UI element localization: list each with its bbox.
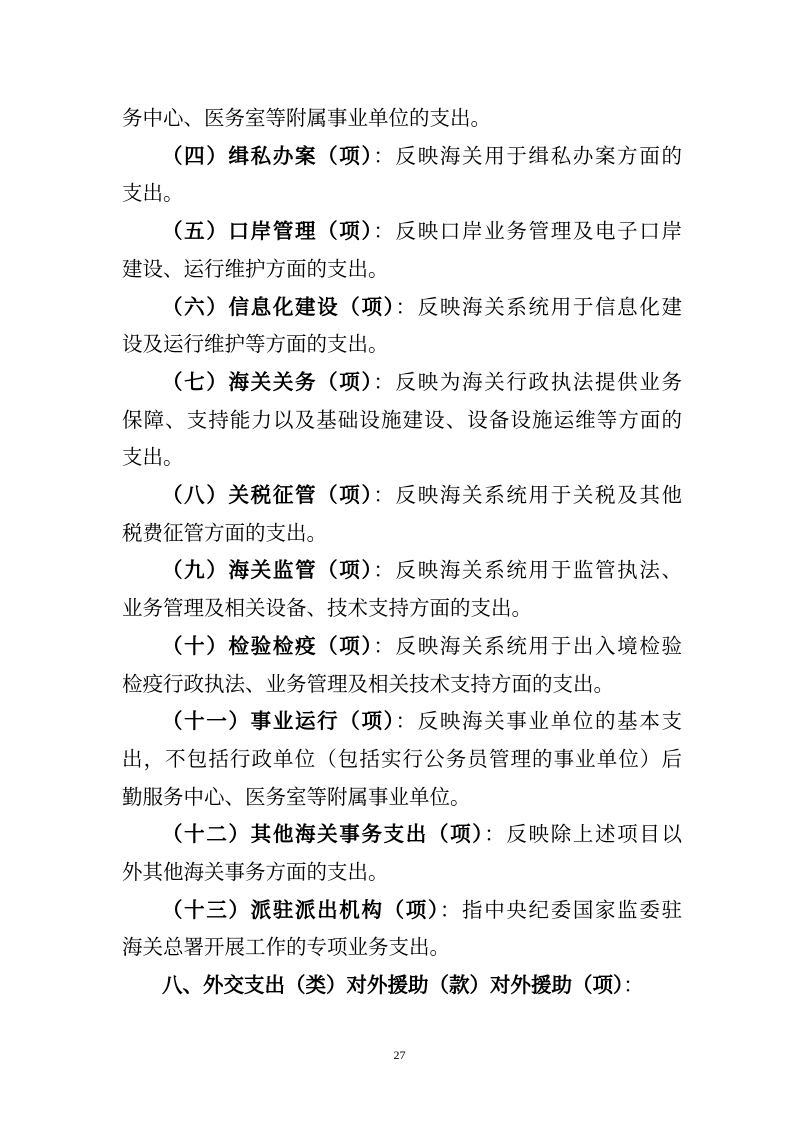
item-heading: （六）信息化建设（项） [162,294,396,319]
item-text: 检疫行政执法、业务管理及相关技术支持方面的支出。 [122,671,614,696]
item-heading: （九）海关监管（项） [162,558,374,583]
item-heading: （七）海关关务（项） [162,369,374,394]
text-line [122,740,682,778]
page-number: 27 [393,1048,406,1062]
item-text: ：指中央纪委国家监委驻 [439,897,682,922]
text-line [122,928,682,966]
item-heading: （五）口岸管理（项） [162,219,374,244]
item-text: ：反映海关事业单位的基本支 [395,709,682,734]
item-text: 勤服务中心、医务室等附属事业单位。 [122,784,471,809]
item-text: 支出。 [122,445,184,470]
text-line [122,401,682,439]
item-text: 务中心、医务室等附属事业单位的支出。 [122,106,491,130]
item-text: ：反映为海关行政执法提供业务 [373,369,682,394]
text-line [122,438,682,476]
text-line [162,815,682,853]
item-text: 建设、运行维护方面的支出。 [122,256,389,281]
item-heading: （十）检验检疫（项） [162,633,374,658]
item-text: ：反映除上述项目以 [484,822,682,847]
item-heading: 八、外交支出（类）对外援助（款）对外援助（项） [162,973,624,998]
text-line [162,212,682,250]
item-text: 支出。 [122,181,184,206]
item-text: ：反映海关用于缉私办案方面的 [373,143,682,168]
item-text: 外其他海关事务方面的支出。 [122,860,389,884]
text-line [162,627,682,665]
text-line [162,702,682,740]
text-line [122,174,682,212]
item-text: 出，不包括行政单位（包括实行公务员管理的事业单位）后 [122,746,682,771]
text-line [162,363,682,401]
text-line [122,99,682,137]
item-heading: （四）缉私办案（项） [162,143,374,168]
text-line [122,853,682,891]
item-text: 海关总署开展工作的专项业务支出。 [122,935,450,960]
text-line [162,476,682,514]
item-heading: （十二）其他海关事务支出（项） [162,822,485,847]
text-line [162,966,682,1004]
text-line [122,665,682,703]
item-text: ：反映海关系统用于监管执法、 [373,558,682,583]
text-line [122,325,682,363]
text-line [162,288,682,326]
item-text: ：反映海关系统用于出入境检验 [373,633,682,658]
text-line [122,778,682,816]
item-text: 业务管理及相关设备、技术支持方面的支出。 [122,596,532,621]
item-text: ： [623,973,644,998]
item-text: 税费征管方面的支出。 [122,520,327,545]
text-line [122,250,682,288]
item-text: ：反映口岸业务管理及电子口岸 [373,219,682,244]
text-line [122,589,682,627]
text-line [162,551,682,589]
item-text: 设及运行维护等方面的支出。 [122,332,389,357]
text-line [162,891,682,929]
item-heading: （八）关税征管（项） [162,483,374,507]
item-text: ：反映海关系统用于信息化建 [395,294,682,319]
item-heading: （十三）派驻派出机构（项） [162,897,440,922]
item-text: 保障、支持能力以及基础设施建设、设备设施运维等方面的 [122,407,682,432]
text-line [162,137,682,175]
item-heading: （十一）事业运行（项） [162,709,396,734]
item-text: ：反映海关系统用于关税及其他 [373,483,682,507]
text-line [122,514,682,552]
